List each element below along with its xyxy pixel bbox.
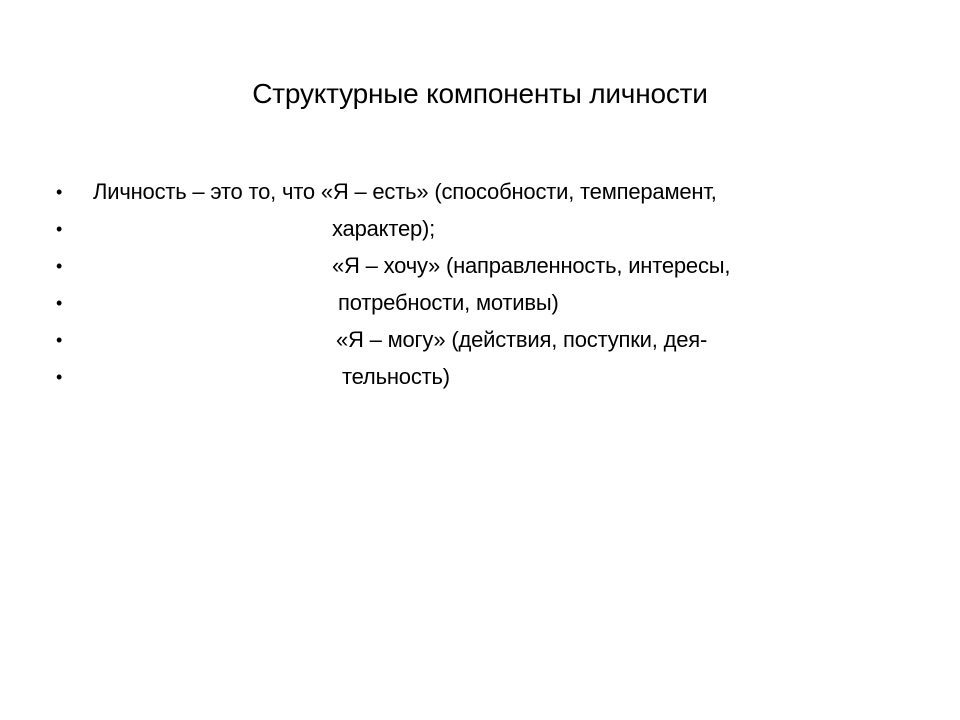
bullet-text: потребности, мотивы) <box>338 290 559 315</box>
bullet-text: Личность – это то, что «Я – есть» (способности, темперамент, <box>93 179 717 204</box>
bullet-icon: • <box>56 256 63 276</box>
bullet-text: характер); <box>332 216 436 241</box>
bullet-item <box>0 251 960 287</box>
bullet-item <box>0 177 960 213</box>
bullet-icon: • <box>56 182 63 202</box>
bullet-item <box>0 325 960 361</box>
bullet-item <box>0 288 960 324</box>
bullet-icon: • <box>56 219 63 239</box>
bullet-item <box>0 362 960 398</box>
bullet-item <box>0 214 960 250</box>
bullet-text: «Я – хочу» (направленность, интересы, <box>332 253 731 278</box>
bullet-icon: • <box>56 293 63 313</box>
bullet-icon: • <box>56 367 63 387</box>
bullet-icon: • <box>56 330 63 350</box>
bullet-text: тельность) <box>342 364 450 389</box>
slide-title: Структурные компоненты личности <box>252 78 708 109</box>
bullet-text: «Я – могу» (действия, поступки, дея- <box>336 327 708 352</box>
